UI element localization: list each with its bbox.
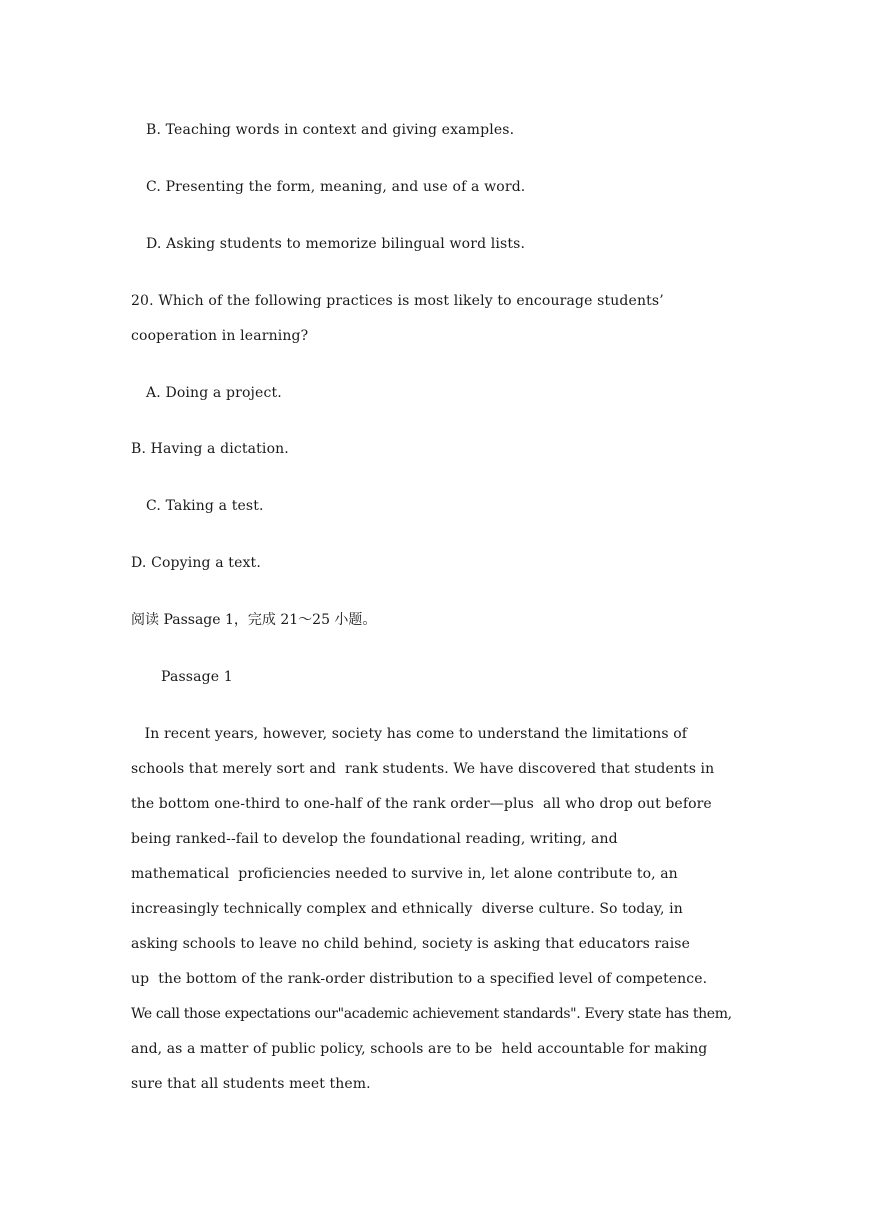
option-c: C. Presenting the form, meaning, and use of a word.: [146, 179, 526, 195]
passage-line: schools that merely sort and rank students. We have discovered that students in: [131, 761, 715, 777]
option-b: B. Having a dictation.: [131, 441, 289, 457]
passage-title: Passage 1: [161, 669, 233, 685]
option-c: C. Taking a test.: [146, 498, 264, 514]
passage-line: mathematical proficiencies needed to survive in, let alone contribute to, an: [131, 866, 678, 882]
passage-line: sure that all students meet them.: [131, 1076, 371, 1092]
passage-line: the bottom one-third to one-half of the rank order—plus all who drop out before: [131, 796, 712, 812]
option-d: D. Copying a text.: [131, 555, 261, 571]
question-20-stem-line-2: cooperation in learning?: [131, 328, 309, 344]
option-b: B. Teaching words in context and giving examples.: [146, 122, 515, 138]
passage-line: up the bottom of the rank-order distribution to a specified level of competence.: [131, 971, 708, 987]
option-d: D. Asking students to memorize bilingual word lists.: [146, 236, 526, 252]
option-a: A. Doing a project.: [146, 385, 282, 401]
question-20-stem-line-1: 20. Which of the following practices is most likely to encourage students’: [131, 293, 664, 309]
passage-line: We call those expectations our"academic achievement standards". Every state has them,: [131, 1006, 732, 1022]
reading-instruction: 阅读 Passage 1，完成 21～25 小题。: [131, 612, 377, 628]
passage-line: being ranked--fail to develop the foundational reading, writing, and: [131, 831, 618, 847]
passage-line: increasingly technically complex and ethnically diverse culture. So today, in: [131, 901, 683, 917]
passage-line: asking schools to leave no child behind, society is asking that educators raise: [131, 936, 690, 952]
passage-line: and, as a matter of public policy, schools are to be held accountable for making: [131, 1041, 708, 1057]
passage-line: In recent years, however, society has come to understand the limitations of: [131, 726, 688, 742]
